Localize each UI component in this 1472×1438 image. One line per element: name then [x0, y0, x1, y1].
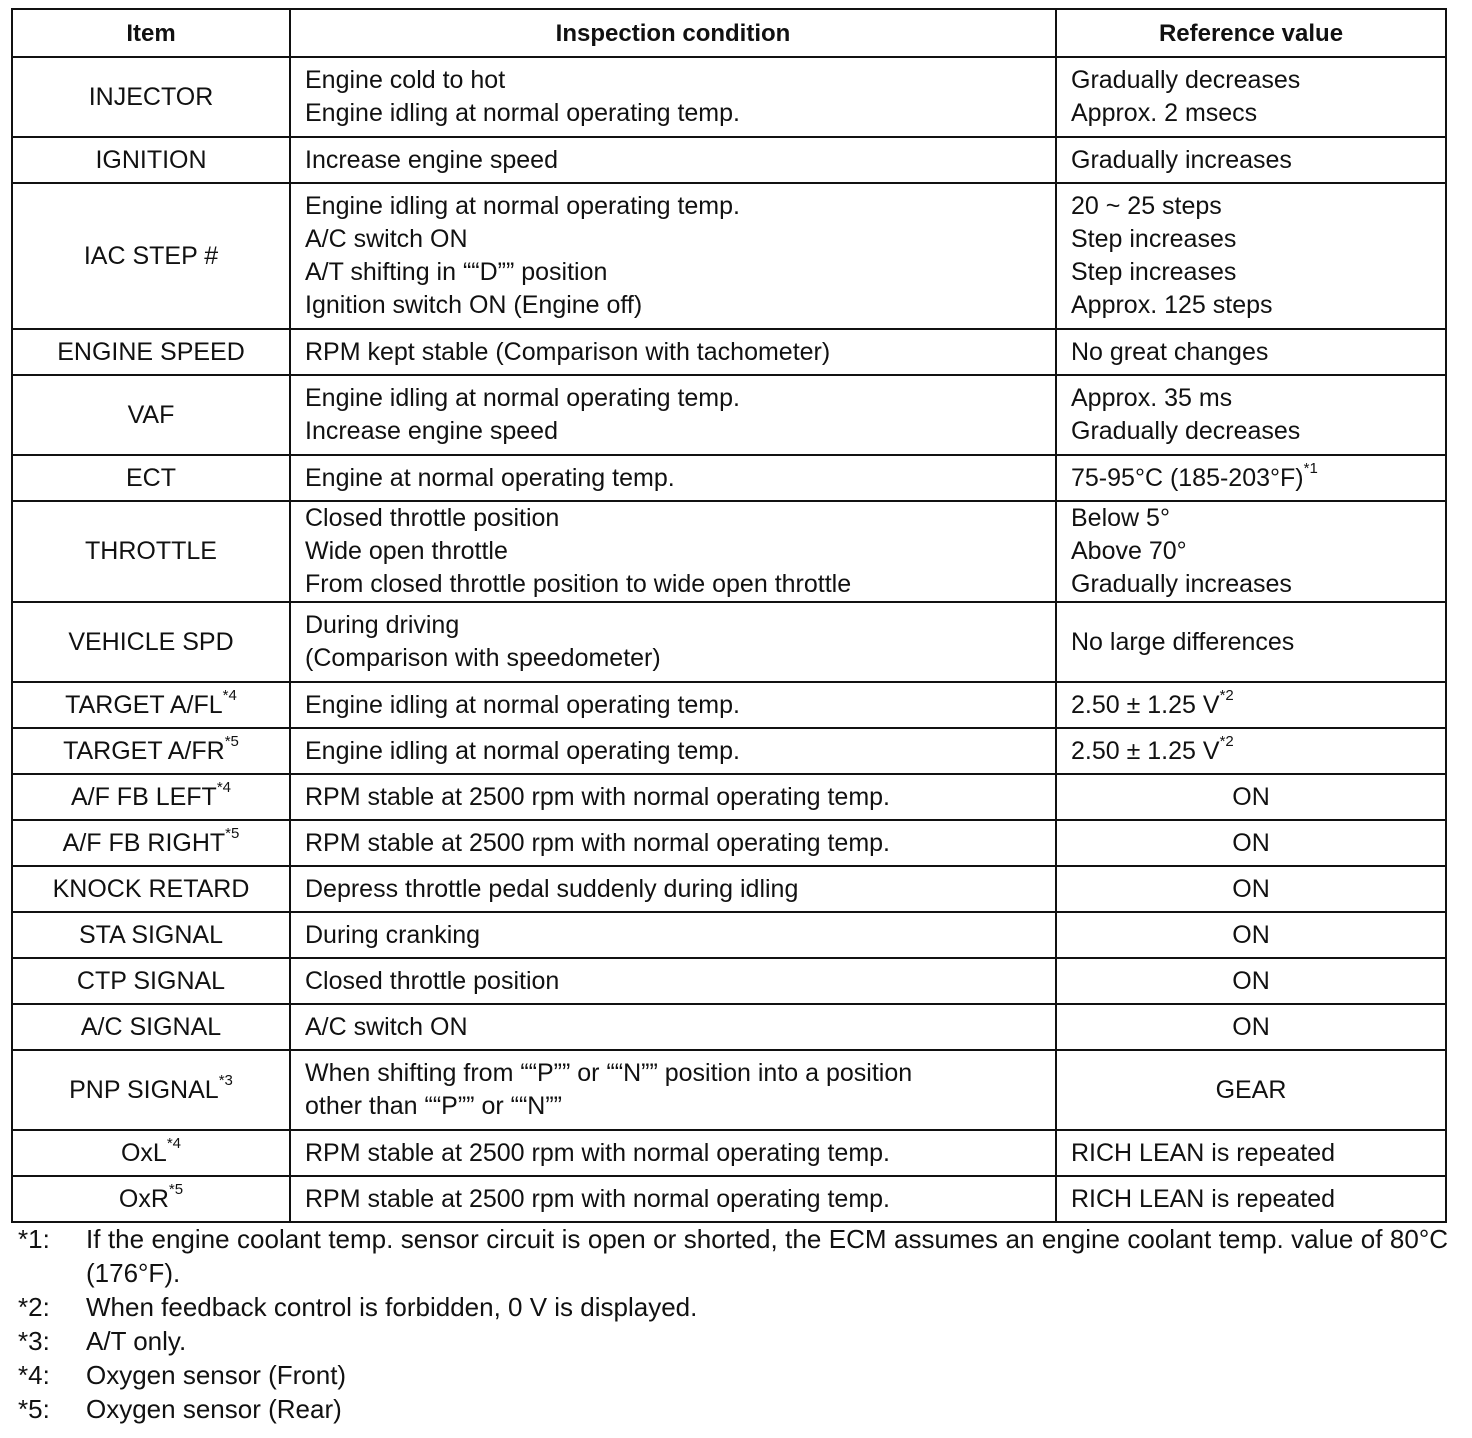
reference-cell — [1056, 958, 1446, 1004]
item-label: IAC STEP # — [83, 241, 219, 270]
item-label: PNP SIGNAL — [69, 1075, 219, 1104]
reference-value: RICH LEAN is repeated — [1071, 1184, 1336, 1213]
header-item: Item — [12, 9, 290, 57]
condition-line: Engine idling at normal operating temp. — [305, 192, 740, 220]
condition-cell — [290, 1130, 1056, 1176]
footnote-ref: *2 — [1219, 687, 1234, 705]
footnote — [18, 1392, 1448, 1426]
reference-value: 2.50 ± 1.25 V — [1071, 736, 1220, 765]
reference-value: Above 70° — [1071, 537, 1187, 565]
reference-line — [1071, 781, 1431, 814]
item-cell — [12, 682, 290, 728]
reference-line — [1071, 873, 1431, 906]
item-cell — [12, 183, 290, 329]
reference-value: RICH LEAN is repeated — [1071, 1138, 1336, 1167]
footnote-ref: *5 — [224, 733, 239, 751]
reference-cell — [1056, 137, 1446, 183]
table-row — [12, 682, 1446, 728]
reference-value: 2.50 ± 1.25 V — [1071, 690, 1220, 719]
condition-cell — [290, 1004, 1056, 1050]
condition-cell — [290, 455, 1056, 501]
condition-line: A/C switch ON — [305, 225, 468, 253]
table-row — [12, 820, 1446, 866]
reference-value: Gradually decreases — [1071, 417, 1301, 445]
condition-cell — [290, 820, 1056, 866]
footnote-text: Oxygen sensor (Rear) — [86, 1394, 342, 1424]
item-cell — [12, 57, 290, 137]
reference-line — [1071, 735, 1431, 768]
reference-line — [1071, 64, 1431, 97]
reference-cell — [1056, 1004, 1446, 1050]
item-cell — [12, 501, 290, 602]
condition-line: A/T shifting in ““D”” position — [305, 258, 608, 286]
reference-cell — [1056, 602, 1446, 682]
condition-line: Engine idling at normal operating temp. — [305, 690, 740, 719]
condition-line: Depress throttle pedal suddenly during idling — [305, 874, 799, 903]
item-cell — [12, 375, 290, 455]
reference-cell — [1056, 912, 1446, 958]
table-row — [12, 866, 1446, 912]
header-inspection-condition: Inspection condition — [290, 9, 1056, 57]
item-label: A/F FB RIGHT — [62, 828, 226, 857]
reference-value: ON — [1232, 920, 1270, 949]
footnote-mark: *5: — [18, 1394, 50, 1424]
condition-cell — [290, 682, 1056, 728]
footnote-ref: *5 — [225, 825, 240, 843]
reference-value: ON — [1232, 874, 1270, 903]
reference-value: 75-95°C (185-203°F) — [1071, 463, 1304, 492]
reference-line — [1071, 462, 1431, 495]
reference-line — [1071, 568, 1431, 601]
condition-line: Closed throttle position — [305, 966, 560, 995]
reference-line — [1071, 919, 1431, 952]
condition-line: Engine idling at normal operating temp. — [305, 99, 740, 127]
condition-line: RPM stable at 2500 rpm with normal operating temp. — [305, 782, 890, 811]
footnote-mark: *1: — [18, 1224, 50, 1254]
footnote-ref: *4 — [166, 1135, 182, 1153]
reference-value: Step increases — [1071, 258, 1237, 286]
condition-line: A/C switch ON — [305, 1012, 468, 1041]
footnote-mark: *2: — [18, 1292, 50, 1322]
item-label: THROTTLE — [85, 537, 217, 565]
condition-line: RPM stable at 2500 rpm with normal operating temp. — [305, 828, 890, 857]
reference-cell — [1056, 455, 1446, 501]
item-label: VEHICLE SPD — [68, 627, 234, 656]
item-cell — [12, 1130, 290, 1176]
reference-line — [1071, 1137, 1431, 1170]
reference-value: 20 ~ 25 steps — [1071, 192, 1222, 220]
table-row — [12, 1004, 1446, 1050]
condition-line: RPM kept stable (Comparison with tachometer) — [305, 337, 831, 366]
reference-line — [1071, 415, 1431, 448]
condition-line: Engine idling at normal operating temp. — [305, 736, 740, 765]
reference-value: Step increases — [1071, 225, 1237, 253]
table-row — [12, 728, 1446, 774]
table-row — [12, 912, 1446, 958]
reference-line — [1071, 256, 1431, 289]
reference-value: ON — [1232, 1012, 1270, 1041]
table-row — [12, 329, 1446, 375]
table-header-row — [12, 9, 1446, 57]
footnote-text: A/T only. — [86, 1326, 187, 1356]
footnote-ref: *4 — [216, 779, 232, 797]
reference-value: Gradually increases — [1071, 145, 1292, 174]
reference-value: Gradually increases — [1071, 570, 1292, 598]
reference-cell — [1056, 820, 1446, 866]
condition-cell — [290, 602, 1056, 682]
table-row — [12, 455, 1446, 501]
table-row — [12, 501, 1446, 602]
condition-line: During driving — [305, 611, 460, 639]
reference-line — [1071, 827, 1431, 860]
item-cell — [12, 1004, 290, 1050]
reference-cell — [1056, 375, 1446, 455]
footnote-ref: *3 — [218, 1072, 233, 1090]
reference-line — [1071, 382, 1431, 415]
reference-line — [1071, 1183, 1431, 1216]
item-label: A/C SIGNAL — [80, 1012, 222, 1041]
reference-value: Approx. 35 ms — [1071, 384, 1233, 412]
reference-cell — [1056, 1050, 1446, 1130]
item-label: A/F FB LEFT — [70, 782, 217, 811]
item-cell — [12, 774, 290, 820]
footnote-text: Oxygen sensor (Front) — [86, 1360, 347, 1390]
item-cell — [12, 866, 290, 912]
item-label: IGNITION — [95, 145, 207, 174]
reference-cell — [1056, 728, 1446, 774]
reference-cell — [1056, 57, 1446, 137]
header-reference-value: Reference value — [1056, 9, 1446, 57]
item-label: VAF — [127, 400, 175, 429]
table-row — [12, 958, 1446, 1004]
reference-cell — [1056, 866, 1446, 912]
item-label: ECT — [126, 463, 176, 492]
condition-line: Engine at normal operating temp. — [305, 463, 675, 492]
item-cell — [12, 1176, 290, 1222]
table-row — [12, 57, 1446, 137]
reference-value: Approx. 2 msecs — [1071, 99, 1258, 127]
condition-cell — [290, 1176, 1056, 1222]
reference-value: ON — [1232, 828, 1270, 857]
condition-line: Engine cold to hot — [305, 66, 506, 94]
table-row — [12, 183, 1446, 329]
item-cell — [12, 912, 290, 958]
reference-line — [1071, 689, 1431, 722]
footnote-text: If the engine coolant temp. sensor circuit is open or shorted, the ECM assumes an engine coolant temp. value of 80°C (176°F). — [86, 1224, 1448, 1288]
table-row — [12, 1176, 1446, 1222]
condition-line: Ignition switch ON (Engine off) — [305, 291, 643, 319]
table-row — [12, 1130, 1446, 1176]
footnote-ref: *5 — [168, 1181, 184, 1199]
footnote-ref: *2 — [1219, 733, 1234, 751]
reference-cell — [1056, 774, 1446, 820]
reference-value: GEAR — [1215, 1075, 1287, 1104]
item-cell — [12, 137, 290, 183]
item-cell — [12, 1050, 290, 1130]
reference-cell — [1056, 183, 1446, 329]
reference-line — [1071, 965, 1431, 998]
reference-value: Gradually decreases — [1071, 66, 1301, 94]
reference-line — [1071, 289, 1431, 322]
reference-line — [1071, 336, 1431, 369]
reference-cell — [1056, 329, 1446, 375]
condition-cell — [290, 866, 1056, 912]
item-label: CTP SIGNAL — [76, 966, 226, 995]
item-label: TARGET A/FL — [65, 690, 223, 719]
footnote-text: When feedback control is forbidden, 0 V is displayed. — [86, 1292, 698, 1322]
item-cell — [12, 455, 290, 501]
reference-line — [1071, 1074, 1431, 1107]
item-cell — [12, 329, 290, 375]
item-label: KNOCK RETARD — [52, 874, 250, 903]
reference-line — [1071, 144, 1431, 177]
item-label: INJECTOR — [88, 82, 214, 111]
condition-cell — [290, 774, 1056, 820]
reference-line — [1071, 535, 1431, 568]
condition-line: other than ““P”” or ““N”” — [305, 1092, 562, 1120]
item-label: TARGET A/FR — [63, 736, 225, 765]
item-cell — [12, 820, 290, 866]
footnote — [18, 1324, 1448, 1358]
footnote — [18, 1290, 1448, 1324]
footnotes — [18, 1222, 1448, 1426]
item-label: OxR — [118, 1184, 169, 1213]
reference-value: ON — [1232, 782, 1270, 811]
table-row — [12, 602, 1446, 682]
condition-line: During cranking — [305, 920, 481, 949]
footnote-ref: *1 — [1303, 460, 1318, 478]
table-row — [12, 375, 1446, 455]
reference-cell — [1056, 682, 1446, 728]
reference-value: No large differences — [1071, 627, 1295, 656]
condition-line: When shifting from ““P”” or ““N”” position into a position — [305, 1059, 913, 1087]
condition-cell — [290, 375, 1056, 455]
item-label: STA SIGNAL — [78, 920, 224, 949]
table-row — [12, 1050, 1446, 1130]
reference-line — [1071, 97, 1431, 130]
condition-line: RPM stable at 2500 rpm with normal operating temp. — [305, 1184, 890, 1213]
condition-cell — [290, 728, 1056, 774]
condition-cell — [290, 329, 1056, 375]
table-row — [12, 137, 1446, 183]
inspection-table — [11, 8, 1447, 1223]
reference-line — [1071, 502, 1431, 535]
item-cell — [12, 958, 290, 1004]
condition-line: RPM stable at 2500 rpm with normal operating temp. — [305, 1138, 890, 1167]
reference-cell — [1056, 501, 1446, 602]
reference-value: Below 5° — [1071, 504, 1170, 532]
table-row — [12, 774, 1446, 820]
condition-cell — [290, 912, 1056, 958]
footnote — [18, 1222, 1448, 1290]
condition-line: Closed throttle position — [305, 504, 560, 532]
reference-line — [1071, 1011, 1431, 1044]
reference-value: No great changes — [1071, 337, 1269, 366]
footnote-mark: *3: — [18, 1326, 50, 1356]
reference-cell — [1056, 1130, 1446, 1176]
condition-cell — [290, 57, 1056, 137]
item-cell — [12, 728, 290, 774]
condition-cell — [290, 1050, 1056, 1130]
condition-cell — [290, 137, 1056, 183]
condition-cell — [290, 183, 1056, 329]
condition-line: Engine idling at normal operating temp. — [305, 384, 740, 412]
reference-line — [1071, 223, 1431, 256]
reference-value: Approx. 125 steps — [1071, 291, 1273, 319]
reference-line — [1071, 190, 1431, 223]
item-cell — [12, 602, 290, 682]
footnote-mark: *4: — [18, 1360, 50, 1390]
item-label: OxL — [120, 1138, 167, 1167]
reference-line — [1071, 626, 1431, 659]
footnote — [18, 1358, 1448, 1392]
reference-value: ON — [1232, 966, 1270, 995]
condition-line: Wide open throttle — [305, 537, 508, 565]
condition-cell — [290, 501, 1056, 602]
item-label: ENGINE SPEED — [57, 337, 245, 366]
condition-line: From closed throttle position to wide open throttle — [305, 570, 852, 598]
condition-line: Increase engine speed — [305, 145, 558, 174]
condition-line: (Comparison with speedometer) — [305, 644, 661, 672]
condition-line: Increase engine speed — [305, 417, 558, 445]
reference-cell — [1056, 1176, 1446, 1222]
condition-cell — [290, 958, 1056, 1004]
footnote-ref: *4 — [222, 687, 237, 705]
